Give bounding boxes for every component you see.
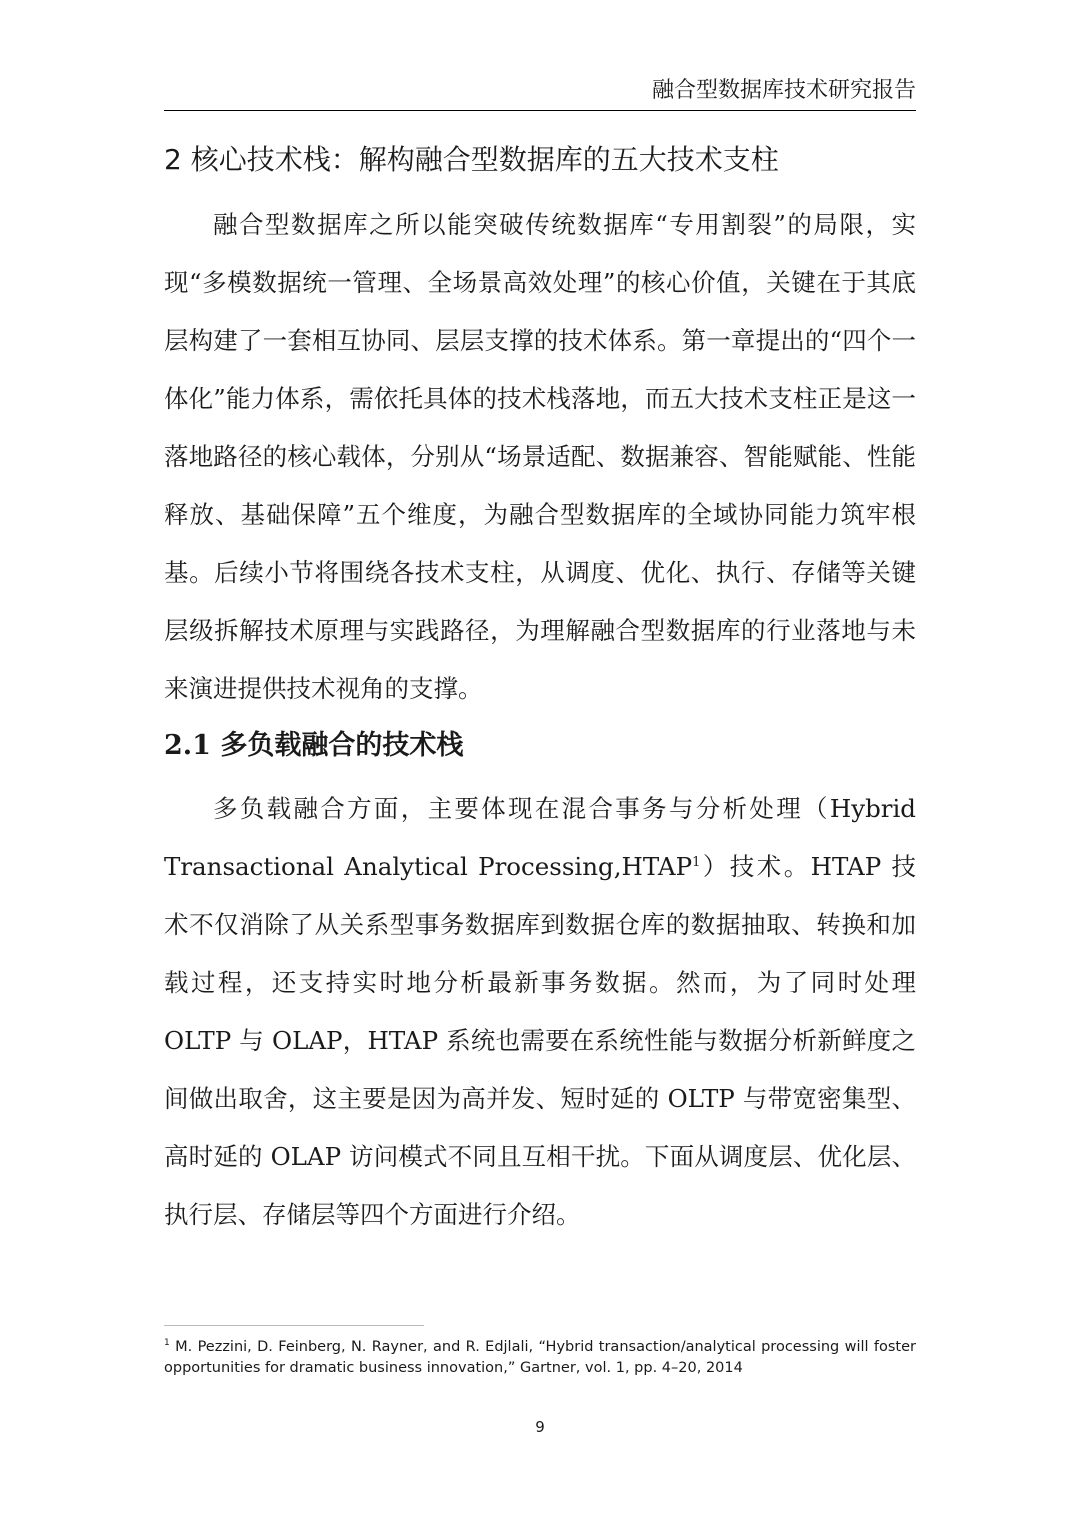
- intro-paragraph: 融合型数据库之所以能突破传统数据库“专用割裂”的局限，实现“多模数据统一管理、全场景高效处理”的核心价值，关键在于其底层构建了一套相互协同、层层支撑的技术体系。第一章提出的“四个一体化”能力体系，需依托具体的技术栈落地，而五大技术支柱正是这一落地路径的核心载体，分别从“场景适配、数据兼容、智能赋能、性能释放、基础保障”五个维度，为融合型数据库的全域协同能力筑牢根基。后续小节将围绕各技术支柱，从调度、优化、执行、存储等关键层级拆解技术原理与实践路径，为理解融合型数据库的行业落地与未来演进提供技术视角的支撑。: [164, 210, 916, 703]
- header-divider: [164, 110, 916, 111]
- footnote-text: M. Pezzini, D. Feinberg, N. Rayner, and R. Edjlali, “Hybrid transaction/analytical processing will foster opportunities for dramatic business innovation,” Gartner, vol. 1, pp. 4–20, 2014: [164, 1339, 916, 1376]
- running-header: 融合型数据库技术研究报告: [651, 78, 916, 103]
- footnote-marker: 1: [164, 1338, 170, 1348]
- footnote-reference[interactable]: 1: [692, 855, 701, 870]
- footnote: [164, 1337, 916, 1379]
- section-paragraph-text-end: ）技术。HTAP 技术不仅消除了从关系型事务数据库到数据仓库的数据抽取、转换和加载过程，还支持实时地分析最新事务数据。然而，为了同时处理 OLTP 与 OLAP，HTAP 系统也需要在系统性能与数据分析新鲜度之间做出取舍，这主要是因为高并发、短时延的 OLTP 与带宽密集型、高时延的 OLAP 访问模式不同且互相干扰。下面从调度层、优化层、执行层、存储层等四个方面进行介绍。: [164, 852, 916, 1229]
- section-title: 2.1 多负载融合的技术栈: [164, 730, 464, 761]
- page-number: 9: [535, 1418, 545, 1436]
- section-paragraph-text-start: 多负载融合方面，主要体现在混合事务与分析处理（Hybrid Transactional Analytical Processing,HTAP: [164, 794, 916, 881]
- chapter-title: 2 核心技术栈：解构融合型数据库的五大技术支柱: [164, 143, 779, 176]
- footnote-divider: [164, 1325, 424, 1326]
- section-paragraph: [164, 780, 916, 1244]
